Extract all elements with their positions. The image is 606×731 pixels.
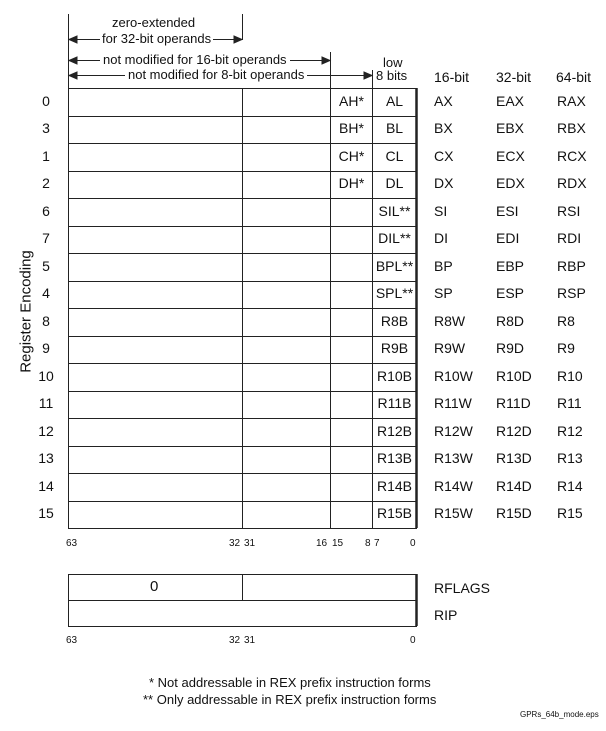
- register-32bit: ESP: [496, 285, 525, 302]
- register-16bit: R11W: [434, 395, 472, 412]
- low-byte-register: AL: [385, 92, 404, 109]
- register-encoding: 14: [38, 477, 54, 494]
- register-encoding: 8: [42, 312, 50, 329]
- zero-extended-label: zero-extended: [112, 15, 196, 30]
- high-byte-register: AH*: [339, 92, 364, 109]
- register-16bit: BX: [434, 120, 453, 137]
- register-32bit: ESI: [496, 202, 519, 219]
- high-byte-register: DH*: [338, 175, 365, 192]
- tick-7: 7: [374, 538, 380, 549]
- zero-extended-arrowhead-left: [69, 36, 77, 43]
- register-16bit: CX: [434, 147, 454, 164]
- register-32bit: R13D: [496, 450, 532, 467]
- flags-tick-63: 63: [66, 635, 78, 646]
- register-64bit: RSP: [557, 285, 586, 302]
- rflags-label: RFLAGS: [434, 580, 491, 596]
- register-64bit: RAX: [557, 92, 586, 109]
- register-16bit: DX: [434, 175, 454, 192]
- figure-filename: GPRs_64b_mode.eps: [520, 710, 599, 719]
- register-encoding: 4: [42, 285, 50, 302]
- low-byte-register: R10B: [376, 367, 413, 384]
- register-16bit: R15W: [434, 505, 473, 522]
- register-32bit: R12D: [496, 422, 532, 439]
- tick-0: 0: [410, 538, 416, 549]
- register-64bit: R13: [557, 450, 583, 467]
- not-modified-8-arrowhead-right: [364, 72, 372, 79]
- register-encoding: 15: [38, 505, 54, 522]
- tick-16: 16: [316, 538, 328, 549]
- register-16bit: R13W: [434, 450, 473, 467]
- register-encoding: 6: [42, 202, 50, 219]
- y-axis-label: Register Encoding: [17, 250, 35, 373]
- register-16bit: BP: [434, 257, 453, 274]
- register-encoding: 3: [42, 120, 50, 137]
- register-64bit: R11: [557, 395, 582, 412]
- register-16bit: SI: [434, 202, 448, 219]
- footnote-single-star: * Not addressable in REX prefix instruction forms: [149, 675, 431, 690]
- low-byte-register: R14B: [376, 477, 413, 494]
- register-16bit: DI: [434, 230, 448, 247]
- register-encoding: 5: [42, 257, 50, 274]
- register-64bit: RDI: [557, 230, 582, 247]
- low-byte-register: SIL**: [378, 202, 411, 219]
- register-16bit: R14W: [434, 477, 473, 494]
- for-32bit-label: for 32-bit operands: [102, 31, 212, 46]
- register-32bit: R15D: [496, 505, 532, 522]
- register-encoding: 10: [38, 367, 54, 384]
- register-16bit: AX: [434, 92, 453, 109]
- register-64bit: RSI: [557, 202, 581, 219]
- register-encoding: 2: [42, 175, 50, 192]
- flags-tick-32: 32: [229, 635, 241, 646]
- register-32bit: EBX: [496, 120, 525, 137]
- zero-extended-arrowhead-right: [234, 36, 242, 43]
- tick-32: 32: [229, 538, 241, 549]
- register-16bit: SP: [434, 285, 453, 302]
- col-16bit-header: 16-bit: [434, 69, 470, 85]
- not-modified-8-label: not modified for 8-bit operands: [125, 67, 307, 82]
- register-32bit: EDX: [496, 175, 525, 192]
- register-64bit: RBP: [557, 257, 586, 274]
- low-byte-register: BL: [385, 120, 404, 137]
- low-byte-register: BPL**: [375, 257, 414, 274]
- register-encoding: 9: [42, 340, 50, 357]
- low-byte-register: R9B: [380, 340, 409, 357]
- register-32bit: EBP: [496, 257, 525, 274]
- register-64bit: R9: [557, 340, 575, 357]
- col-64bit-header: 64-bit: [556, 69, 592, 85]
- rflags-upper-value: 0: [150, 578, 159, 595]
- register-16bit: R9W: [434, 340, 466, 357]
- register-32bit: ECX: [496, 147, 525, 164]
- register-encoding: 7: [42, 230, 50, 247]
- col-32bit-header: 32-bit: [496, 69, 532, 85]
- low-byte-register: R13B: [376, 450, 413, 467]
- low-byte-register: CL: [385, 147, 404, 164]
- not-modified-16-arrowhead-right: [322, 57, 330, 64]
- not-modified-16-arrowhead-left: [69, 57, 77, 64]
- low-byte-register: SPL**: [375, 285, 414, 302]
- flags-tick-0: 0: [410, 635, 416, 646]
- high-byte-register: BH*: [339, 120, 364, 137]
- register-32bit: R10D: [496, 367, 532, 384]
- low-byte-register: DIL**: [378, 230, 411, 247]
- register-32bit: R11D: [496, 395, 531, 412]
- register-64bit: R8: [557, 312, 575, 329]
- register-encoding: 12: [38, 422, 54, 439]
- register-32bit: R8D: [496, 312, 525, 329]
- not-modified-8-arrowhead-left: [69, 72, 77, 79]
- high-byte-register: CH*: [338, 147, 365, 164]
- register-encoding: 11: [38, 395, 54, 412]
- register-64bit: R10: [557, 367, 583, 384]
- register-16bit: R8W: [434, 312, 466, 329]
- register-encoding: 13: [38, 450, 54, 467]
- register-32bit: EAX: [496, 92, 525, 109]
- register-64bit: R12: [557, 422, 583, 439]
- rip-label: RIP: [434, 607, 458, 623]
- not-modified-16-label: not modified for 16-bit operands: [100, 52, 290, 67]
- tick-15: 15: [332, 538, 344, 549]
- register-64bit: RCX: [557, 147, 587, 164]
- low-label: low: [383, 55, 403, 70]
- flags-tick-31: 31: [244, 635, 256, 646]
- register-32bit: EDI: [496, 230, 520, 247]
- register-16bit: R10W: [434, 367, 473, 384]
- register-16bit: R12W: [434, 422, 473, 439]
- tick-31: 31: [244, 538, 256, 549]
- low-byte-register: R12B: [376, 422, 413, 439]
- register-encoding: 0: [42, 92, 50, 109]
- low-8bits-label: 8 bits: [376, 68, 408, 83]
- register-32bit: R9D: [496, 340, 525, 357]
- low-byte-register: R11B: [377, 395, 412, 412]
- footnote-double-star: ** Only addressable in REX prefix instruction forms: [143, 692, 437, 707]
- register-64bit: RBX: [557, 120, 586, 137]
- register-64bit: R14: [557, 477, 583, 494]
- register-encoding: 1: [42, 147, 50, 164]
- low-byte-register: DL: [385, 175, 404, 192]
- register-64bit: RDX: [557, 175, 587, 192]
- tick-8: 8: [365, 538, 371, 549]
- low-byte-register: R15B: [376, 505, 413, 522]
- register-64bit: R15: [557, 505, 583, 522]
- register-32bit: R14D: [496, 477, 532, 494]
- low-byte-register: R8B: [380, 312, 409, 329]
- tick-63: 63: [66, 538, 78, 549]
